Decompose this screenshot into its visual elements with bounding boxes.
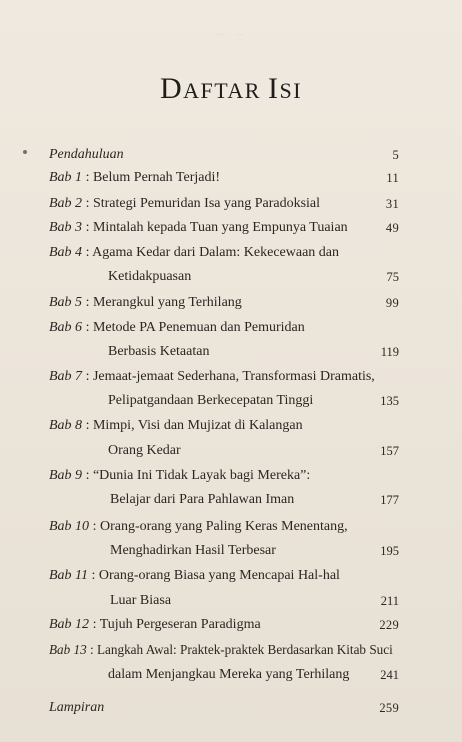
toc-entry-bab-5: Bab 5 : Merangkul yang Terhilang 99 <box>49 295 399 310</box>
toc-entry-bab-7-cont: Pelipatgandaan Berkecepatan Tinggi 135 <box>108 393 399 408</box>
toc-entry-bab-8: Bab 8 : Mimpi, Visi dan Mujizat di Kalangan <box>49 418 303 433</box>
toc-entry-bab-2: Bab 2 : Strategi Pemuridan Isa yang Paradoksial 31 <box>49 196 399 211</box>
margin-mark <box>23 150 27 154</box>
toc-entry-bab-9-cont: Belajar dari Para Pahlawan Iman 177 <box>110 492 399 507</box>
page-title: DAFTAR ISI <box>159 72 303 105</box>
toc-entry-bab-11-cont: Luar Biasa 211 <box>110 593 399 608</box>
bleed-through-header: — · — <box>216 30 246 38</box>
toc-entry-lampiran: Lampiran 259 <box>49 700 399 715</box>
toc-entry-bab-9: Bab 9 : “Dunia Ini Tidak Layak bagi Mereka”: <box>49 468 311 483</box>
toc-entry-bab-4: Bab 4 : Agama Kedar dari Dalam: Kekecewaan dan <box>49 245 339 260</box>
toc-entry-bab-10: Bab 10 : Orang-orang yang Paling Keras Menentang, <box>49 519 348 534</box>
toc-entry-bab-6-cont: Berbasis Ketaatan 119 <box>108 344 399 359</box>
toc-entry-bab-13: Bab 13 : Langkah Awal: Praktek-praktek Berdasarkan Kitab Suci <box>49 642 393 657</box>
toc-entry-bab-12: Bab 12 : Tujuh Pergeseran Paradigma 229 <box>49 617 399 632</box>
toc-entry-bab-7: Bab 7 : Jemaat-jemaat Sederhana, Transformasi Dramatis, <box>49 369 375 384</box>
toc-entry-bab-1: Bab 1 : Belum Pernah Terjadi! 11 <box>49 170 399 185</box>
toc-entry-bab-8-cont: Orang Kedar 157 <box>108 443 399 458</box>
toc-entry-bab-11: Bab 11 : Orang-orang Biasa yang Mencapai Hal-hal <box>49 568 340 583</box>
toc-entry-bab-10-cont: Menghadirkan Hasil Terbesar 195 <box>110 543 399 558</box>
toc-entry-bab-13-cont: dalam Menjangkau Mereka yang Terhilang 241 <box>108 667 399 682</box>
toc-entry-bab-3: Bab 3 : Mintalah kepada Tuan yang Empunya Tuaian 49 <box>49 220 399 235</box>
toc-entry-pendahuluan: Pendahuluan 5 <box>49 147 399 162</box>
toc-entry-bab-6: Bab 6 : Metode PA Penemuan dan Pemuridan <box>49 320 305 335</box>
toc-entry-bab-4-cont: Ketidakpuasan 75 <box>108 269 399 284</box>
